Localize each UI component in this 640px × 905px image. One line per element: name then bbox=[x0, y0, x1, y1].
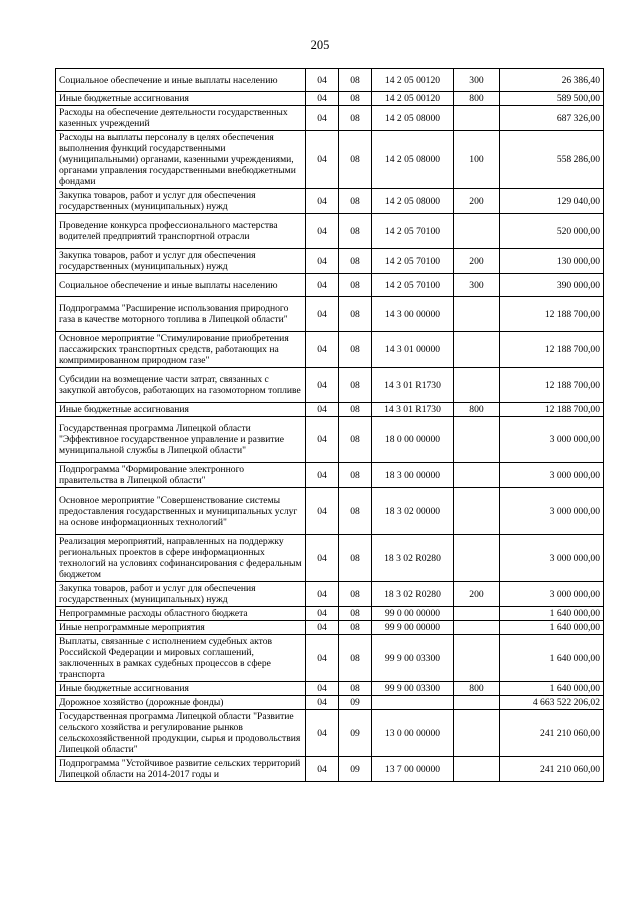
row-target-article-code: 14 2 05 08000 bbox=[372, 131, 454, 189]
row-subsection-code: 08 bbox=[339, 607, 372, 621]
row-chapter-code: 04 bbox=[306, 332, 339, 368]
row-chapter-code: 04 bbox=[306, 682, 339, 696]
row-amount: 129 040,00 bbox=[500, 189, 604, 214]
row-expense-type-code bbox=[454, 297, 500, 332]
table-row bbox=[56, 488, 604, 535]
row-chapter-code: 04 bbox=[306, 710, 339, 757]
table-row bbox=[56, 297, 604, 332]
row-chapter-code: 04 bbox=[306, 368, 339, 403]
row-target-article-code: 14 2 05 00120 bbox=[372, 92, 454, 106]
table-row bbox=[56, 69, 604, 92]
row-chapter-code: 04 bbox=[306, 757, 339, 782]
row-subsection-code: 08 bbox=[339, 682, 372, 696]
row-target-article-code: 18 0 00 00000 bbox=[372, 417, 454, 463]
row-subsection-code: 08 bbox=[339, 106, 372, 131]
row-target-article-code: 14 2 05 70100 bbox=[372, 274, 454, 297]
row-target-article-code: 18 3 02 R0280 bbox=[372, 582, 454, 607]
row-expense-type-code bbox=[454, 106, 500, 131]
row-description: Субсидии на возмещение части затрат, связанных с закупкой автобусов, работающих на газомоторном топливе bbox=[56, 368, 306, 403]
row-target-article-code: 99 9 00 03300 bbox=[372, 682, 454, 696]
row-subsection-code: 09 bbox=[339, 757, 372, 782]
table-row bbox=[56, 635, 604, 682]
table-row bbox=[56, 757, 604, 782]
table-row bbox=[56, 710, 604, 757]
row-description: Непрограммные расходы областного бюджета bbox=[56, 607, 306, 621]
row-chapter-code: 04 bbox=[306, 106, 339, 131]
row-target-article-code: 18 3 02 00000 bbox=[372, 488, 454, 535]
row-amount: 589 500,00 bbox=[500, 92, 604, 106]
row-chapter-code: 04 bbox=[306, 607, 339, 621]
row-subsection-code: 09 bbox=[339, 710, 372, 757]
row-expense-type-code bbox=[454, 535, 500, 582]
budget-table-body bbox=[56, 69, 604, 782]
row-description: Проведение конкурса профессионального мастерства водителей предприятий транспортной отрасли bbox=[56, 214, 306, 249]
row-target-article-code: 18 3 02 R0280 bbox=[372, 535, 454, 582]
row-description: Иные бюджетные ассигнования bbox=[56, 92, 306, 106]
row-amount: 687 326,00 bbox=[500, 106, 604, 131]
row-amount: 12 188 700,00 bbox=[500, 368, 604, 403]
row-target-article-code: 13 7 00 00000 bbox=[372, 757, 454, 782]
row-description: Подпрограмма "Устойчивое развитие сельских территорий Липецкой области на 2014-2017 годы и bbox=[56, 757, 306, 782]
row-subsection-code: 08 bbox=[339, 463, 372, 488]
row-chapter-code: 04 bbox=[306, 621, 339, 635]
row-subsection-code: 08 bbox=[339, 249, 372, 274]
row-description: Расходы на выплаты персоналу в целях обеспечения выполнения функций государственными (муниципальными) органами, казенными учреждениями, органами управления государственными внебюджетными фондами bbox=[56, 131, 306, 189]
row-expense-type-code: 800 bbox=[454, 92, 500, 106]
row-subsection-code: 08 bbox=[339, 635, 372, 682]
row-expense-type-code: 200 bbox=[454, 249, 500, 274]
table-row bbox=[56, 332, 604, 368]
row-subsection-code: 08 bbox=[339, 332, 372, 368]
table-row bbox=[56, 535, 604, 582]
row-description: Основное мероприятие "Совершенствование системы предоставления государственных и муниципальных услуг на основе информационных технологий" bbox=[56, 488, 306, 535]
table-row bbox=[56, 621, 604, 635]
row-expense-type-code: 100 bbox=[454, 131, 500, 189]
row-chapter-code: 04 bbox=[306, 535, 339, 582]
table-row bbox=[56, 368, 604, 403]
row-amount: 520 000,00 bbox=[500, 214, 604, 249]
table-row bbox=[56, 274, 604, 297]
row-subsection-code: 08 bbox=[339, 621, 372, 635]
row-target-article-code: 99 0 00 00000 bbox=[372, 607, 454, 621]
row-description: Закупка товаров, работ и услуг для обеспечения государственных (муниципальных) нужд bbox=[56, 189, 306, 214]
row-chapter-code: 04 bbox=[306, 696, 339, 710]
row-expense-type-code: 200 bbox=[454, 582, 500, 607]
row-subsection-code: 08 bbox=[339, 368, 372, 403]
table-row bbox=[56, 696, 604, 710]
row-chapter-code: 04 bbox=[306, 249, 339, 274]
row-expense-type-code bbox=[454, 417, 500, 463]
table-row bbox=[56, 106, 604, 131]
row-chapter-code: 04 bbox=[306, 463, 339, 488]
row-description: Государственная программа Липецкой области "Развитие сельского хозяйства и регулирование рынков сельскохозяйственной продукции, сырья и продовольствия Липецкой области" bbox=[56, 710, 306, 757]
row-description: Реализация мероприятий, направленных на поддержку региональных проектов в сфере информационных технологий на условиях софинансирования с федеральным бюджетом bbox=[56, 535, 306, 582]
row-target-article-code: 18 3 00 00000 bbox=[372, 463, 454, 488]
row-target-article-code: 99 9 00 00000 bbox=[372, 621, 454, 635]
row-amount: 3 000 000,00 bbox=[500, 463, 604, 488]
row-expense-type-code bbox=[454, 607, 500, 621]
row-subsection-code: 08 bbox=[339, 69, 372, 92]
row-target-article-code: 99 9 00 03300 bbox=[372, 635, 454, 682]
row-description: Закупка товаров, работ и услуг для обеспечения государственных (муниципальных) нужд bbox=[56, 582, 306, 607]
row-amount: 12 188 700,00 bbox=[500, 332, 604, 368]
row-chapter-code: 04 bbox=[306, 131, 339, 189]
row-subsection-code: 08 bbox=[339, 417, 372, 463]
row-chapter-code: 04 bbox=[306, 417, 339, 463]
row-description: Социальное обеспечение и иные выплаты населению bbox=[56, 274, 306, 297]
row-expense-type-code bbox=[454, 635, 500, 682]
row-chapter-code: 04 bbox=[306, 635, 339, 682]
row-subsection-code: 08 bbox=[339, 214, 372, 249]
row-amount: 1 640 000,00 bbox=[500, 621, 604, 635]
row-subsection-code: 08 bbox=[339, 274, 372, 297]
budget-table bbox=[55, 68, 604, 782]
table-row bbox=[56, 582, 604, 607]
table-row bbox=[56, 417, 604, 463]
table-row bbox=[56, 403, 604, 417]
row-chapter-code: 04 bbox=[306, 488, 339, 535]
row-amount: 3 000 000,00 bbox=[500, 535, 604, 582]
table-row bbox=[56, 92, 604, 106]
row-target-article-code: 14 3 00 00000 bbox=[372, 297, 454, 332]
table-row bbox=[56, 189, 604, 214]
row-target-article-code: 14 3 01 R1730 bbox=[372, 368, 454, 403]
row-target-article-code bbox=[372, 696, 454, 710]
row-chapter-code: 04 bbox=[306, 274, 339, 297]
row-description: Иные непрограммные мероприятия bbox=[56, 621, 306, 635]
row-chapter-code: 04 bbox=[306, 189, 339, 214]
row-expense-type-code: 800 bbox=[454, 682, 500, 696]
page-number: 205 bbox=[310, 38, 330, 52]
row-description: Основное мероприятие "Стимулирование приобретения пассажирских транспортных средств, работающих на компримированном природном газе" bbox=[56, 332, 306, 368]
row-amount: 4 663 522 206,02 bbox=[500, 696, 604, 710]
row-amount: 3 000 000,00 bbox=[500, 417, 604, 463]
row-amount: 26 386,40 bbox=[500, 69, 604, 92]
row-expense-type-code bbox=[454, 696, 500, 710]
row-target-article-code: 14 2 05 00120 bbox=[372, 69, 454, 92]
row-description: Подпрограмма "Расширение использования природного газа в качестве моторного топлива в Липецкой области" bbox=[56, 297, 306, 332]
row-chapter-code: 04 bbox=[306, 403, 339, 417]
row-expense-type-code bbox=[454, 757, 500, 782]
row-expense-type-code: 800 bbox=[454, 403, 500, 417]
row-description: Подпрограмма "Формирование электронного правительства в Липецкой области" bbox=[56, 463, 306, 488]
row-amount: 3 000 000,00 bbox=[500, 582, 604, 607]
row-amount: 1 640 000,00 bbox=[500, 682, 604, 696]
row-subsection-code: 08 bbox=[339, 403, 372, 417]
row-chapter-code: 04 bbox=[306, 92, 339, 106]
row-target-article-code: 14 2 05 08000 bbox=[372, 189, 454, 214]
row-description: Расходы на обеспечение деятельности государственных казенных учреждений bbox=[56, 106, 306, 131]
row-subsection-code: 08 bbox=[339, 92, 372, 106]
row-chapter-code: 04 bbox=[306, 69, 339, 92]
row-target-article-code: 14 3 01 00000 bbox=[372, 332, 454, 368]
row-expense-type-code bbox=[454, 368, 500, 403]
row-expense-type-code: 200 bbox=[454, 189, 500, 214]
row-subsection-code: 09 bbox=[339, 696, 372, 710]
table-row bbox=[56, 214, 604, 249]
table-row bbox=[56, 682, 604, 696]
row-amount: 1 640 000,00 bbox=[500, 635, 604, 682]
row-chapter-code: 04 bbox=[306, 582, 339, 607]
row-target-article-code: 14 2 05 70100 bbox=[372, 249, 454, 274]
row-subsection-code: 08 bbox=[339, 131, 372, 189]
row-amount: 12 188 700,00 bbox=[500, 403, 604, 417]
row-subsection-code: 08 bbox=[339, 582, 372, 607]
table-row bbox=[56, 249, 604, 274]
row-description: Дорожное хозяйство (дорожные фонды) bbox=[56, 696, 306, 710]
table-row bbox=[56, 131, 604, 189]
row-amount: 558 286,00 bbox=[500, 131, 604, 189]
row-description: Закупка товаров, работ и услуг для обеспечения государственных (муниципальных) нужд bbox=[56, 249, 306, 274]
row-amount: 241 210 060,00 bbox=[500, 757, 604, 782]
row-description: Государственная программа Липецкой области "Эффективное государственное управление и развитие муниципальной службы в Липецкой области" bbox=[56, 417, 306, 463]
row-chapter-code: 04 bbox=[306, 297, 339, 332]
row-target-article-code: 14 2 05 08000 bbox=[372, 106, 454, 131]
row-expense-type-code bbox=[454, 214, 500, 249]
row-amount: 1 640 000,00 bbox=[500, 607, 604, 621]
row-chapter-code: 04 bbox=[306, 214, 339, 249]
row-amount: 12 188 700,00 bbox=[500, 297, 604, 332]
row-expense-type-code bbox=[454, 463, 500, 488]
row-expense-type-code: 300 bbox=[454, 274, 500, 297]
row-amount: 390 000,00 bbox=[500, 274, 604, 297]
row-description: Иные бюджетные ассигнования bbox=[56, 682, 306, 696]
row-amount: 3 000 000,00 bbox=[500, 488, 604, 535]
row-target-article-code: 13 0 00 00000 bbox=[372, 710, 454, 757]
table-row bbox=[56, 607, 604, 621]
row-expense-type-code: 300 bbox=[454, 69, 500, 92]
row-subsection-code: 08 bbox=[339, 297, 372, 332]
row-subsection-code: 08 bbox=[339, 488, 372, 535]
row-description: Социальное обеспечение и иные выплаты населению bbox=[56, 69, 306, 92]
row-target-article-code: 14 2 05 70100 bbox=[372, 214, 454, 249]
row-expense-type-code bbox=[454, 710, 500, 757]
table-row bbox=[56, 463, 604, 488]
row-expense-type-code bbox=[454, 621, 500, 635]
row-amount: 241 210 060,00 bbox=[500, 710, 604, 757]
row-description: Иные бюджетные ассигнования bbox=[56, 403, 306, 417]
row-expense-type-code bbox=[454, 488, 500, 535]
row-target-article-code: 14 3 01 R1730 bbox=[372, 403, 454, 417]
row-expense-type-code bbox=[454, 332, 500, 368]
row-subsection-code: 08 bbox=[339, 535, 372, 582]
row-description: Выплаты, связанные с исполнением судебных актов Российской Федерации и мировых соглашений, заключенных в рамках судебных процессов в сфере транспорта bbox=[56, 635, 306, 682]
row-amount: 130 000,00 bbox=[500, 249, 604, 274]
row-subsection-code: 08 bbox=[339, 189, 372, 214]
